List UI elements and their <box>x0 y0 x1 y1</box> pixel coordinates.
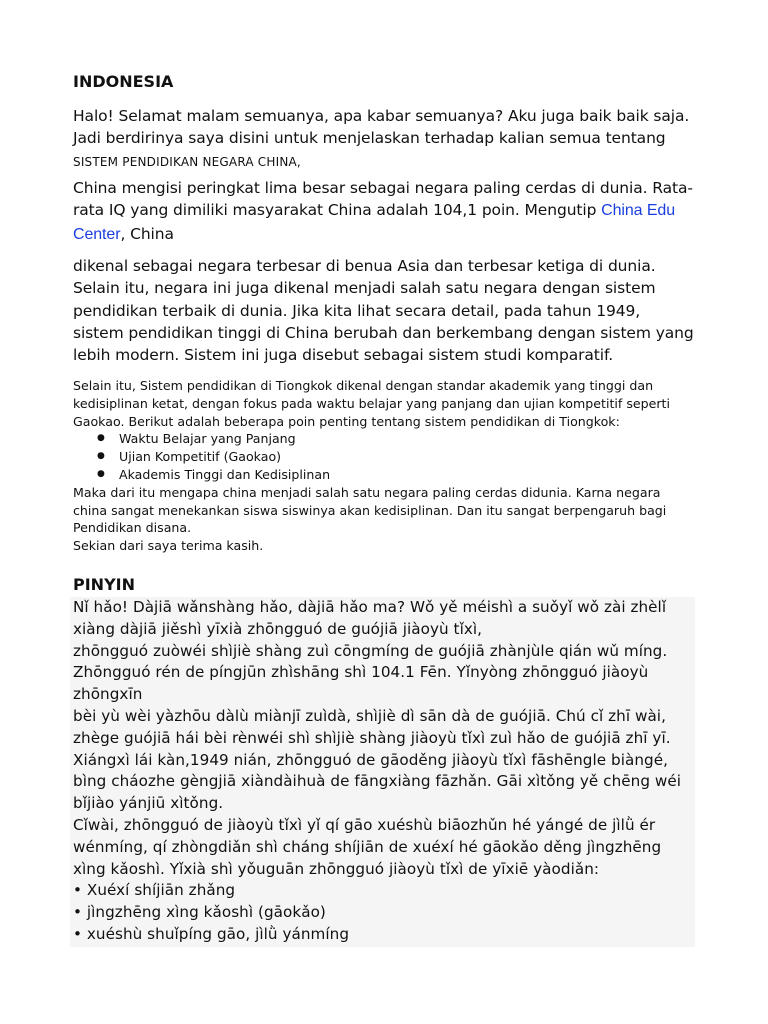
pinyin-line: zhōngguó zuòwéi shìjiè shàng zuì cōngmíng de guójiā zhànjùle qián wǔ míng. Zhōngguó rén de píngjūn zhìshāng shì 104.1 Fēn. Yǐnyòng zhōngguó jiàoyù zhōngxīn <box>73 641 668 704</box>
list-item: ● Waktu Belajar yang Panjang <box>119 430 695 448</box>
pinyin-line: • xuéshù shuǐpíng gāo, jìlǜ yánmíng <box>73 924 350 943</box>
china-edu-center-link[interactable]: China Edu Center <box>73 202 675 243</box>
list-item: ● Ujian Kompetitif (Gaokao) <box>119 448 695 466</box>
pinyin-line: Nǐ hǎo! Dàjiā wǎnshàng hǎo, dàjiā hǎo ma? Wǒ yě méishì a suǒyǐ wǒ zài zhèlǐ xiàng dàjiā jiěshì yīxià zhōngguó de guójiā jiàoyù tǐxì, <box>73 598 667 638</box>
paragraph-description: dikenal sebagai negara terbesar di benua Asia dan terbesar ketiga di dunia. Selain itu, negara ini juga dikenal menjadi salah satu negara dengan sistem pendidikan terbaik di dunia. Jika kita lihat secara detail, pada tahun 1949, sistem pendidikan tinggi di China berubah dan berkembang dengan sistem yang lebih modern. Sistem ini juga disebut sebagai sistem studi komparatif. <box>73 257 694 365</box>
greeting-text: Halo! Selamat malam semuanya, apa kabar semuanya? Aku juga baik baik saja. Jadi berdirinya saya disini untuk menjelaskan terhadap kalian semua tentang <box>73 107 690 148</box>
pinyin-line: Cǐwài, zhōngguó de jiàoyù tǐxì yǐ qí gāo xuéshù biāozhǔn hé yángé de jìlǜ ér wénmíng, qí zhòngdiǎn shì cháng shíjiān de xuéxí hé gāokǎo děng jìngzhēng xìng kǎoshì. Yǐxià shì yǒuguān zhōngguó jiàoyù tǐxì de yīxiē yàodiǎn: <box>73 815 662 878</box>
pinyin-line: • jìngzhēng xìng kǎoshì (gāokǎo) <box>73 903 326 922</box>
pinyin-line: bèi yù wèi yàzhōu dàlù miànjī zuìdà, shìjiè dì sān dà de guójiā. Chú cǐ zhī wài, zhège guójiā hái bèi rènwéi shì shìjiè shàng jiàoyù tǐxì zuì hǎo de guójiā zhī yī. Xiángxì lái kàn,1949 nián, zhōngguó de gāoděng jiàoyù tǐxì fāshēngle biàngé, bìng cháozhe gèngjiā xiàndàihuà de fāngxiàng fāzhǎn. Gāi xìtǒng yě chēng wéi bǐjiào yánjiū xìtǒng. <box>73 706 682 813</box>
paragraph-conclusion: Maka dari itu mengapa china menjadi salah satu negara paling cerdas didunia. Karna negara china sangat menekankan siswa siswinya akan kedisiplinan. Dan itu sangat berpengaruh bagi Pendidikan disana. <box>73 484 667 536</box>
pinyin-line: • Xuéxí shíjiān zhǎng <box>73 881 236 900</box>
ranking-after: , China <box>120 224 174 243</box>
heading-indonesia: INDONESIA <box>73 72 174 91</box>
paragraph-closing: Sekian dari saya terima kasih. <box>73 538 264 554</box>
paragraph-intro: Selain itu, Sistem pendidikan di Tiongkok dikenal dengan standar akademik yang tinggi dan kedisiplinan ketat, dengan fokus pada waktu belajar yang panjang dan ujian kompetitif seperti Gaokao. Berikut adalah beberapa poin penting tentang sistem pendidikan di Tiongkok: <box>73 378 670 429</box>
paragraph-greeting <box>73 105 695 173</box>
ranking-text: China mengisi peringkat lima besar sebagai negara paling cerdas di dunia. Rata-rata IQ yang dimiliki masyarakat China adalah 104,1 poin. Mengutip <box>73 179 693 220</box>
greeting-smallcaps: SISTEM PENDIDIKAN NEGARA CHINA, <box>73 154 301 169</box>
bullet-list <box>73 430 695 483</box>
pinyin-block <box>70 597 695 947</box>
list-item: ● Akademis Tinggi dan Kedisiplinan <box>119 466 695 484</box>
summary-block <box>73 377 695 555</box>
heading-pinyin: PINYIN <box>73 575 135 594</box>
paragraph-ranking <box>73 177 695 246</box>
